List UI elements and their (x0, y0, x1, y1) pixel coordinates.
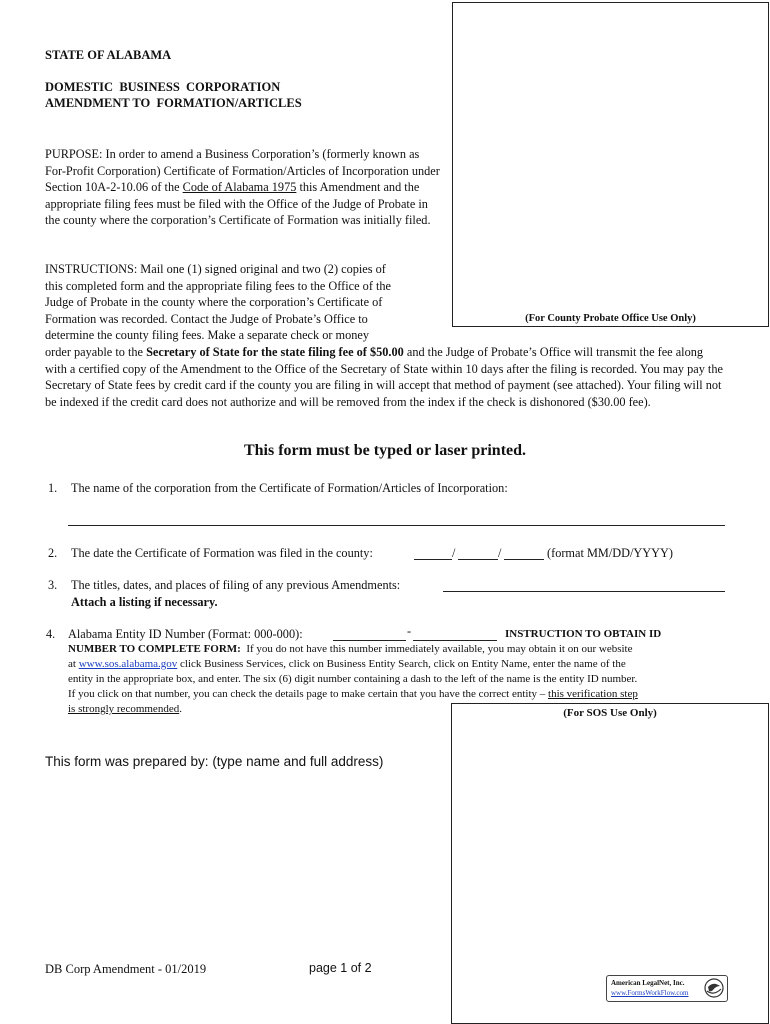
entity-id-dash: - (407, 624, 412, 638)
instructions-narrow (45, 261, 445, 344)
form-title-line2: AMENDMENT TO FORMATION/ARTICLES (45, 96, 302, 110)
item-4-label: Alabama Entity ID Number (Format: 000-000): (68, 627, 303, 641)
form-title-line1: DOMESTIC BUSINESS CORPORATION (45, 80, 281, 94)
filed-year-field[interactable] (504, 559, 544, 560)
state-filing-fee: Secretary of State for the state filing fee of $50.00 (146, 345, 404, 359)
probate-office-box (452, 2, 769, 327)
prepared-by-field[interactable] (45, 775, 440, 945)
item-1-label: The name of the corporation from the Certificate of Formation/Articles of Incorporation: (71, 481, 508, 495)
instructions-wide (45, 344, 725, 410)
instruction-heading-cont: NUMBER TO COMPLETE FORM: (68, 643, 241, 655)
attach-listing-note: Attach a listing if necessary. (71, 595, 218, 609)
filed-month-field[interactable] (414, 559, 452, 560)
date-separator: / (452, 546, 456, 560)
entity-id-right-field[interactable] (413, 640, 497, 641)
item-1-number: 1. (48, 481, 58, 495)
form-id-footer: DB Corp Amendment - 01/2019 (45, 962, 207, 976)
verification-note: this verification step (548, 688, 638, 700)
instruction-text: . (179, 703, 182, 715)
instructions-pre-bold: order payable to the (45, 345, 147, 359)
entity-id-left-field[interactable] (333, 640, 406, 641)
purpose-rest: this Amendment and the appropriate filing fees must be filed with the Office of the Judge of Probate in the county where the corporation’s Certificate of Formation was initially filed. (45, 180, 431, 228)
instruction-text: click Business Services, click on Business Entity Search, click on Entity Name, enter the name of the (177, 658, 626, 670)
probate-box-label: (For County Probate Office Use Only) (525, 313, 696, 324)
instruction-text: If you do not have this number immediately available, you may obtain it on our website (240, 643, 633, 655)
globe-icon (704, 978, 724, 998)
date-format-hint: (format MM/DD/YYYY) (547, 546, 674, 560)
instructions-line: INSTRUCTIONS: Mail one (1) signed original and two (2) copies of (45, 262, 386, 276)
instruction-heading: INSTRUCTION TO OBTAIN ID (505, 628, 662, 640)
verification-note-cont: is strongly recommended (68, 703, 180, 715)
previous-amendments-field[interactable] (443, 591, 725, 592)
instructions-line: determine the county filing fees. Make a separate check or money (45, 328, 370, 343)
purpose-paragraph (45, 146, 441, 229)
item-2-number: 2. (48, 546, 58, 560)
sos-website-link[interactable]: www.sos.alabama.gov (78, 658, 178, 670)
instructions-post-bold: and the Judge of Probate’s Office will transmit the fee along with a certified copy of the Amendment to the Office of the Secretary of State within 10 days after the filing is recorded. You may pay the Secretary of State fees by credit card if the county you are filing in will accept that method of payment (see attached). Your filing will not be indexed if the credit card does not authorize and will be removed from the index if the check is dishonored ($30.00 fee). (45, 345, 723, 409)
code-of-alabama-reference: Code of Alabama 1975 (182, 180, 297, 195)
prepared-by-label: This form was prepared by: (type name and full address) (45, 754, 384, 769)
instructions-line: Judge of Probate in the county where the corporation’s Certificate of (45, 295, 383, 310)
typed-notice: This form must be typed or laser printed. (243, 442, 527, 459)
instruction-text: entity in the appropriate box, and enter. The six (6) digit number containing a dash to the left of the name is the entity ID number. (68, 673, 638, 685)
item-3-number: 3. (48, 578, 58, 592)
item-3-label: The titles, dates, and places of filing of any previous Amendments: (71, 578, 401, 592)
page-number: page 1 of 2 (309, 961, 372, 975)
item-4-number: 4. (46, 627, 56, 641)
instructions-line: this completed form and the appropriate filing fees to the Office of the (45, 278, 392, 293)
purpose-lead: PURPOSE: In order to amend a Business Corporation’s (formerly known as For-Profit Corporation) Certificate of Formation/Articles of Incorporation under Section 10A-2-10.06 of the (45, 147, 440, 195)
item-2-label: The date the Certificate of Formation was filed in the county: (71, 546, 373, 560)
logo-company-name: American LegalNet, Inc. (611, 979, 685, 987)
legalnet-logo (606, 975, 728, 1002)
sos-box-label: (For SOS Use Only) (563, 707, 657, 719)
date-separator: / (498, 546, 502, 560)
state-heading: STATE OF ALABAMA (45, 48, 172, 62)
logo-website[interactable]: www.FormsWorkFlow.com (611, 989, 689, 997)
instruction-text: If you click on that number, you can check the details page to make certain that you have the correct entity – (68, 688, 549, 700)
instructions-line: Formation was recorded. Contact the Judge of Probate’s Office to (45, 311, 368, 326)
filed-day-field[interactable] (458, 559, 498, 560)
corporation-name-field[interactable] (68, 525, 725, 526)
instruction-text: at (68, 658, 79, 670)
